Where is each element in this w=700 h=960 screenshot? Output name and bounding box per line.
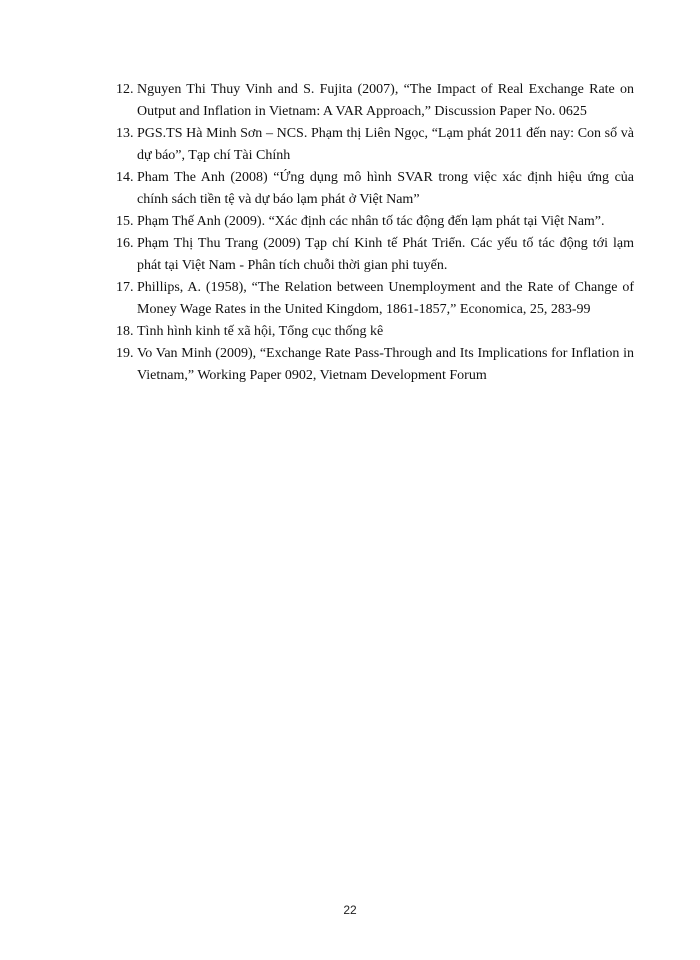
reference-text: Vo Van Minh (2009), “Exchange Rate Pass-Through and Its Implications for Inflation in Vietnam,” Working Paper 0902, Vietnam Development Forum: [137, 346, 634, 383]
reference-item: [116, 211, 634, 233]
reference-text: Phillips, A. (1958), “The Relation between Unemployment and the Rate of Change of Money Wage Rates in the United Kingdom, 1861-1857,” Economica, 25, 283-99: [137, 280, 634, 317]
reference-text: Nguyen Thi Thuy Vinh and S. Fujita (2007), “The Impact of Real Exchange Rate on Output and Inflation in Vietnam: A VAR Approach,” Discussion Paper No. 0625: [137, 82, 634, 119]
reference-text: Phạm Thị Thu Trang (2009) Tạp chí Kinh tế Phát Triển. Các yếu tố tác động tới lạm phát tại Việt Nam - Phân tích chuỗi thời gian phi tuyến.: [137, 236, 634, 273]
reference-list: [116, 79, 634, 387]
reference-number: 14.: [116, 170, 134, 185]
reference-text: Phạm Thế Anh (2009). “Xác định các nhân tố tác động đến lạm phát tại Việt Nam”.: [137, 214, 605, 229]
reference-item: [116, 343, 634, 387]
reference-item: [116, 233, 634, 277]
reference-number: 15.: [116, 214, 134, 229]
reference-number: 12.: [116, 82, 134, 97]
reference-number: 13.: [116, 126, 134, 141]
reference-number: 19.: [116, 346, 134, 361]
reference-item: [116, 167, 634, 211]
reference-item: [116, 321, 634, 343]
reference-item: [116, 123, 634, 167]
reference-text: Pham The Anh (2008) “Ứng dụng mô hình SVAR trong việc xác định hiệu ứng của chính sách tiền tệ và dự báo lạm phát ở Việt Nam”: [137, 170, 634, 207]
reference-number: 17.: [116, 280, 134, 295]
reference-text: Tình hình kinh tế xã hội, Tổng cục thống kê: [137, 324, 384, 339]
reference-text: PGS.TS Hà Minh Sơn – NCS. Phạm thị Liên Ngọc, “Lạm phát 2011 đến nay: Con số và dự báo”, Tạp chí Tài Chính: [137, 126, 634, 163]
reference-item: [116, 277, 634, 321]
reference-item: [116, 79, 634, 123]
reference-number: 18.: [116, 324, 134, 339]
page-number: 22: [343, 903, 357, 917]
reference-number: 16.: [116, 236, 134, 251]
